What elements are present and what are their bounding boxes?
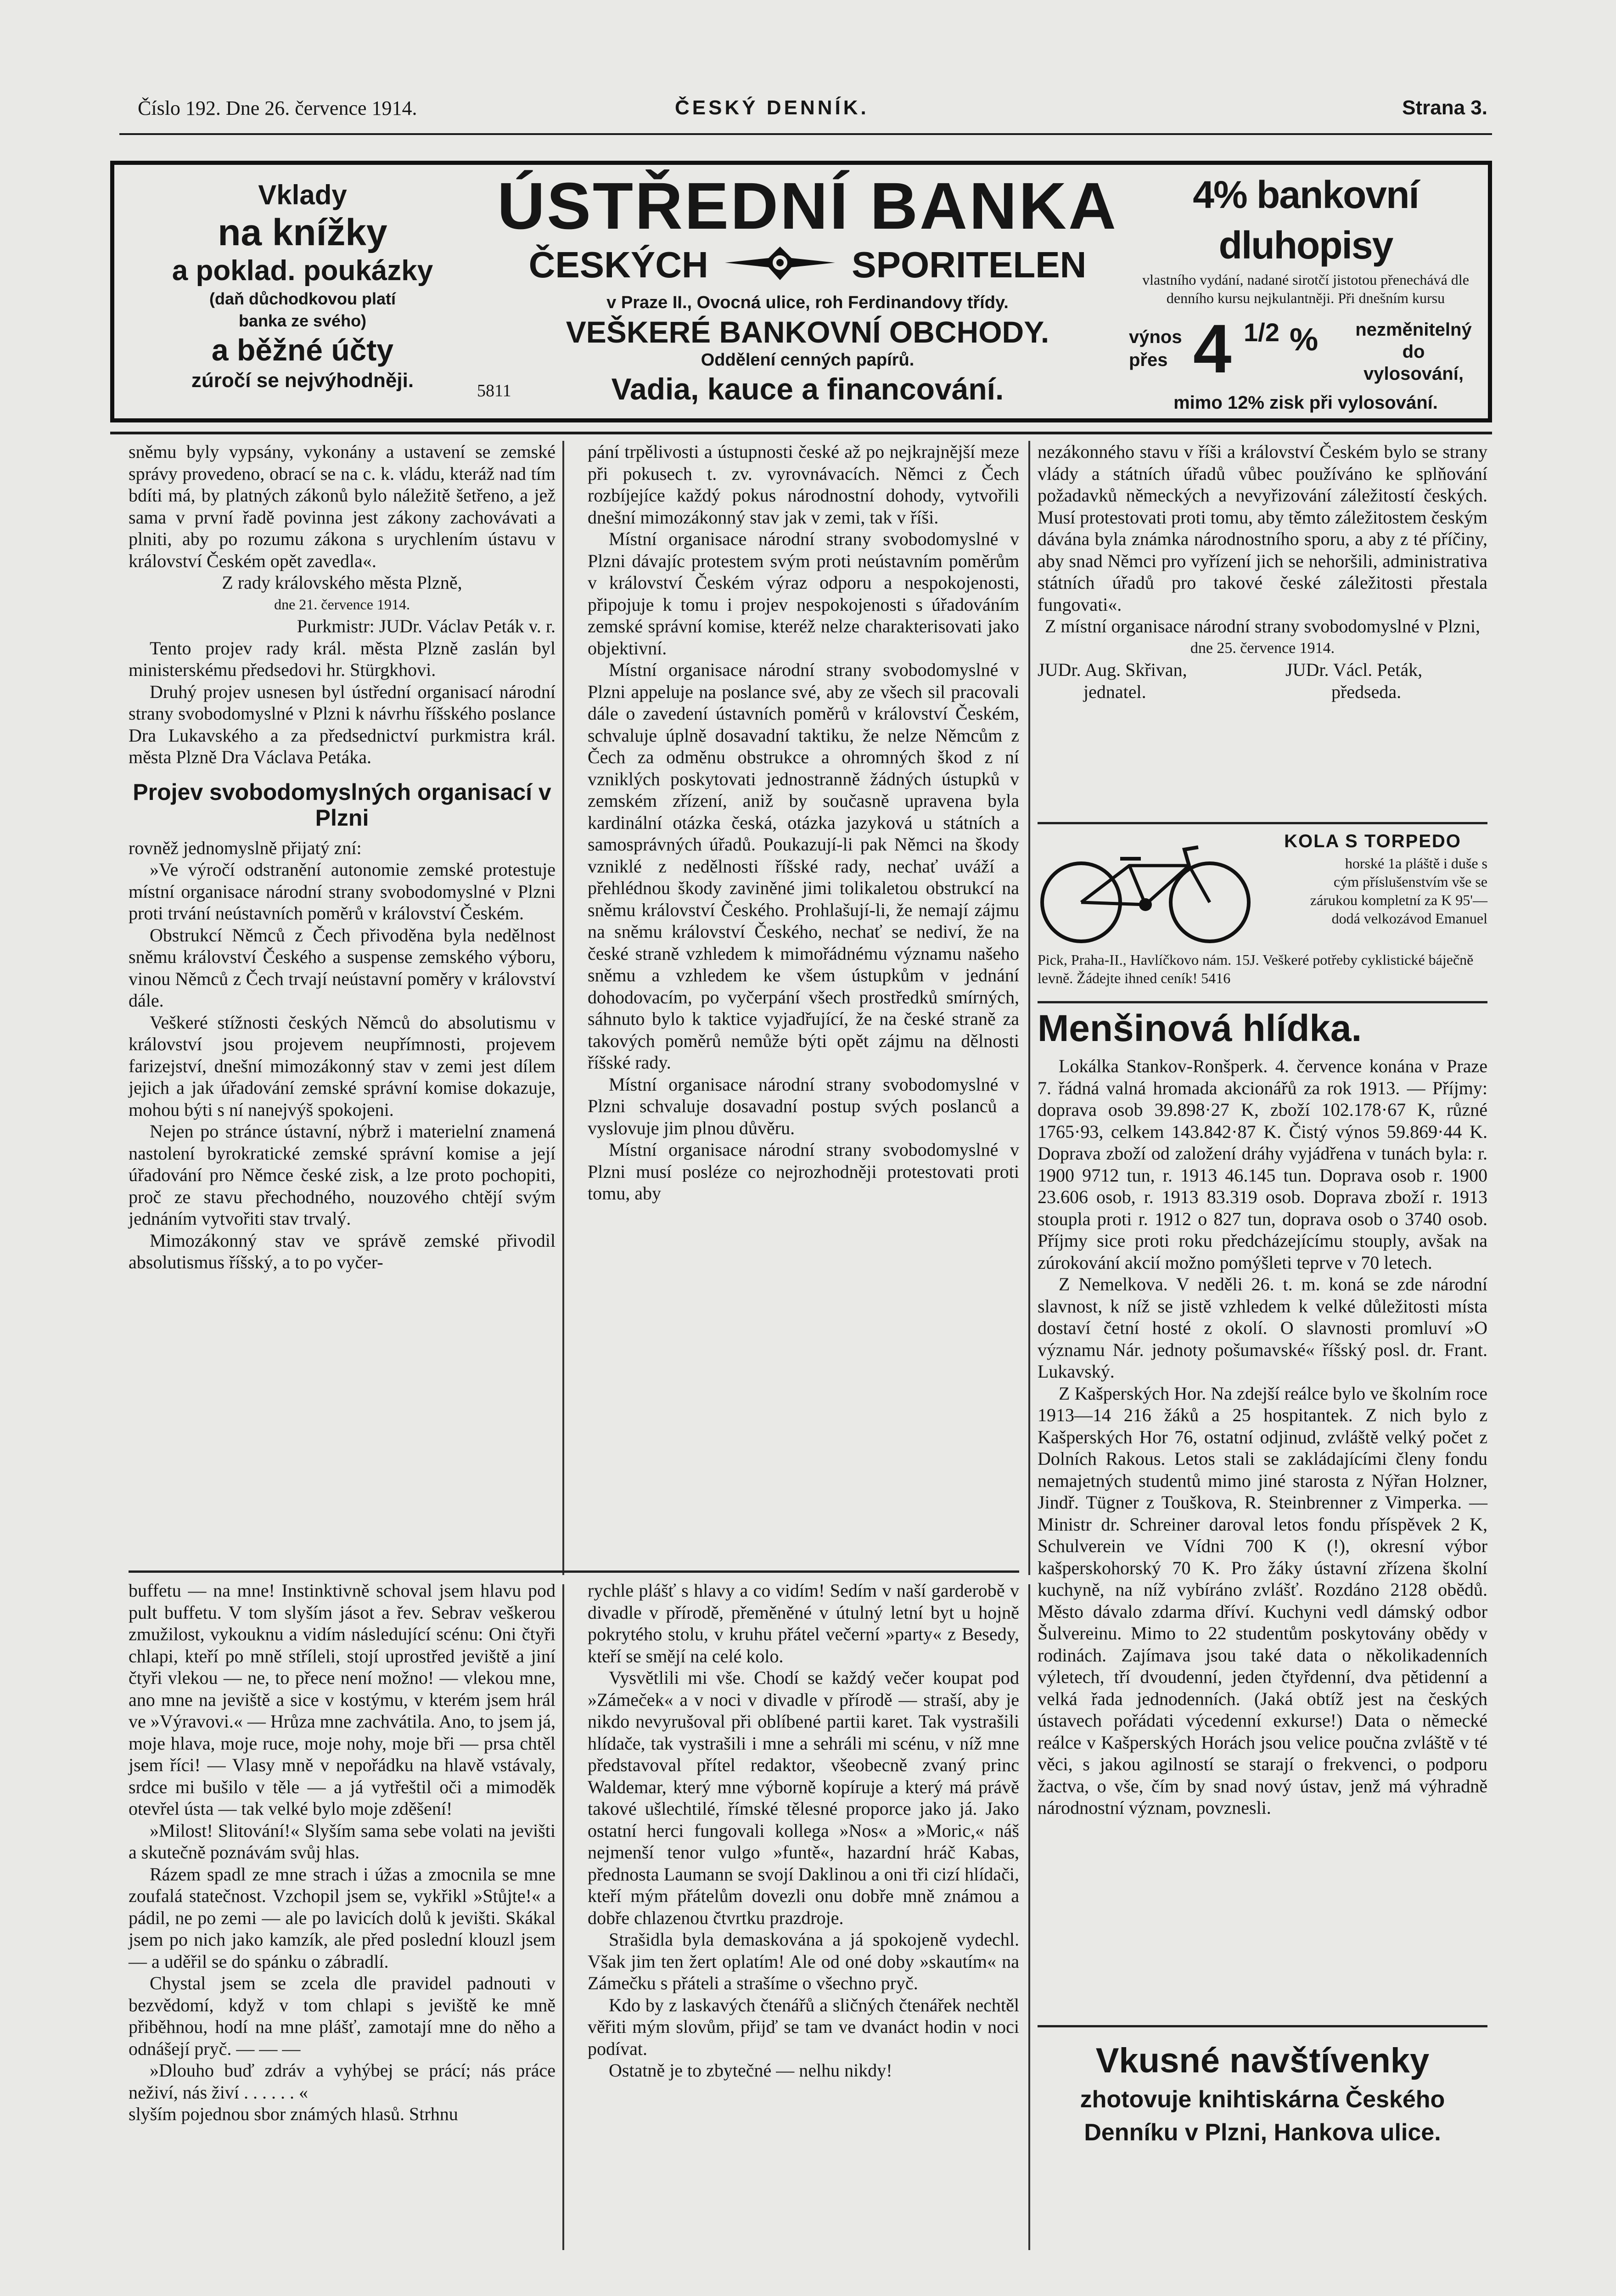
nonterm-2: do xyxy=(1402,342,1425,362)
signature-date: dne 25. července 1914. xyxy=(1190,639,1335,657)
yield-label-2: přes xyxy=(1129,350,1168,370)
article-paragraph: Lokálka Stankov-Ronšperk. 4. července konána v Praze 7. řádná valná hromada akcionářů za rok 1913. — Příjmy: doprava osob 39.898·27 K, zboží 102.178·67 K, různé 1765·93, celkem 143.842·87 K. Čistý výnos 59.869·44 K. Doprava zboží od založení dráhy vyjádřena v tunách byla: r. 1900 9712 tun, r. 1913 46.145 tun. Doprava osob r. 1900 23.606 osob, r. 1913 83.319 osob. Doprava zboží r. 1913 stoupla proti r. 1912 o 827 tun, doprava osob o 3740 osob. Příjmy sice proti roku předcházejícímu stouply, avšak na zúrokování akcií možno pomýšleti teprve v 70 letech. xyxy=(1038,1056,1487,1273)
ad-code: 5811 xyxy=(477,381,511,400)
story-paragraph: Kdo by z laskavých čtenářů a sličných čtenářek nechtěl věřiti mým slovům, přijď se tam ve dvanáct hodin v noci podívat. xyxy=(588,1994,1019,2059)
column-3-upper xyxy=(1038,441,1487,705)
nonterm-1: nezměnitelný xyxy=(1355,320,1472,340)
ad-line-poukazky: a poklad. poukázky xyxy=(172,255,433,287)
column-rule-4 xyxy=(1028,1584,1030,2250)
mensinova-title: Menšinová hlídka. xyxy=(1038,1007,1362,1049)
vizitky-text: zhotovuje knihtiskárna Českého Denníku v Plzni, Hankova ulice. xyxy=(1080,2086,1445,2146)
bike-ad-line-3: zárukou kompletní za K 95'— xyxy=(1310,892,1487,908)
signature-org: Z místní organisace národní strany svobodomyslné v Plzni, xyxy=(1044,616,1481,636)
article-paragraph: Místní organisace národní strany svobodomyslné v Plzni schvaluje dosavadní postup svých poslanců a vyslovuje jim plnou důvěru. xyxy=(588,1074,1019,1138)
story-column-1 xyxy=(129,1580,556,2125)
ad-line-zuroci: zúročí se nejvýhodněji. xyxy=(191,369,414,392)
bank-advertisement xyxy=(110,161,1492,422)
article-paragraph: Z Nemelkova. V neděli 26. t. m. koná se zde národní slavnost, k níž se jistě vzhledem k velké důležitosti místa dostaví četní hosté z okolí. O slavnosti promluví »O významu Nár. jednoty pošumavské« říšský posl. dr. Frant. Lukavský. xyxy=(1038,1274,1487,1382)
yield-fraction: 1/2 xyxy=(1244,318,1279,347)
ad-line-dan: (daň důchodkovou platí xyxy=(209,289,396,308)
mensinova-section xyxy=(1038,1006,1487,1819)
nonterm-3: vylosování, xyxy=(1364,364,1464,384)
article-paragraph: Místní organisace národní strany svobodomyslné v Plzni appeluje na poslance své, aby ze všech sil pracovali dále o zavedení ústavních poměrů v království Českém, schvaluje úplně dosavadní taktiku, že nelze Němcům z Čech za odměnu obstrukce a ohromných škod z ní vzniklých poskytovati jednostranně žádných ústupků v zemském zřízení, aniž by současně upravena byla kardinální otázka česká, otázka jazyková u státních a samosprávných úřadů. Poukazují-li pak Němci na škody vzniklé z nedělnosti říšské rady, nechať uváží a přehlédnou škody zaviněné jimi tolikaletou obstrukcí na sněmu království Českého. Prohlašují-li, že nemají zájmu na sněmu království Českého, nechať se nediví, že na české straně vzhledem k mimořádnému významu našeho sněmu a vzhledem ke všem ústupkům v jednání dohodovacím, po vyčerpání všech prostředků smírných, sáhnuto bylo k taktice vyjadřující, že na české straně za takových poměrů nemůže býti opět zájmu na dělnosti říšské rady. xyxy=(588,659,1019,1073)
bank-ad-right xyxy=(1124,169,1487,416)
bank-ad-left xyxy=(123,179,482,394)
yield-big: 4 xyxy=(1193,310,1232,387)
eagle-emblem-icon xyxy=(725,244,835,291)
vizitky-advertisement xyxy=(1038,2039,1487,2149)
bank-subname xyxy=(495,243,1120,291)
bicycle-icon xyxy=(1038,840,1253,948)
story-paragraph: rychle plášť s hlavy a co vidím! Sedím v naší garderobě v divadle v přírodě, přeměněné v útulný letní byt u hojně pokrytého stolu, v kruhu přátel večerní »party« z Besedy, kteří se smějí na celé kolo. xyxy=(588,1580,1019,1666)
bank-dept: Oddělení cenných papírů. xyxy=(701,350,915,370)
ad-bottom-rule xyxy=(110,432,1492,434)
article-paragraph: Místní organisace národní strany svobodomyslné v Plzni musí posléze co nejrozhodněji protestovati proti tomu, aby xyxy=(588,1139,1019,1204)
bike-ad-line-4: dodá velkozávod Emanuel xyxy=(1331,910,1487,927)
bike-ad-firm: Pick, Praha-II., Havlíčkovo nám. 15J. Veškeré potřeby cyklistické báječně levně. Žádejte ihned ceník! 5416 xyxy=(1038,951,1474,986)
bike-ad-title: KOLA S TORPEDO xyxy=(1284,831,1461,851)
signature-city: Z rady královského města Plzně, xyxy=(222,572,462,593)
yield-label-1: výnos xyxy=(1129,327,1182,347)
story-paragraph: »Dlouho buď zdráv a vyhýbej se prácí; nás práce neživí, nás živí . . . . . . « xyxy=(129,2060,556,2103)
nonterm-box xyxy=(1340,319,1487,385)
page-number: Strana 3. xyxy=(1402,96,1487,119)
article-paragraph: Obstrukcí Němců z Čech přivoděna byla nedělnost sněmu království Českého a suspense zemského výboru, vinou Němců z Čech trvají neústavní poměry v království dále. xyxy=(129,924,556,1011)
newspaper-title: ČESKÝ DENNÍK. xyxy=(675,96,869,119)
bank-vadia: Vadia, kauce a financování. xyxy=(611,372,1004,406)
article-paragraph: Místní organisace národní strany svobodomyslné v Plzni dávajíc protestem svým proti neústavním poměrům v království Českém výraz odporu a nespokojenosti, připojuje k tomu i projev nespokojenosti s úřadováním zemské správní komise, kteréž nelze charakterisovati jako objektivní. xyxy=(588,529,1019,658)
bike-ad-text xyxy=(1258,854,1487,928)
article-paragraph: Nejen po stránce ústavní, nýbrž i materielní znamená nastolení byrokratické zemské správní komise a její úřadování pro Němce české zisk, a lze proto pochopiti, proč ze stavu přechodného, nouzového chtějí svým jednáním vytvořiti stav trvalý. xyxy=(129,1121,556,1229)
bike-ad-top-rule xyxy=(1038,822,1487,824)
newspaper-page xyxy=(96,69,1497,2255)
story-paragraph: Strašidla byla demaskována a já spokojeně vydechl. Však jim ten žert oplatím! Ale od oné doby »skautím« na Zámečku s přáteli a strašíme o všechno pryč. xyxy=(588,1929,1019,1993)
bank-business: VEŠKERÉ BANKOVNÍ OBCHODY. xyxy=(566,315,1049,349)
article-paragraph: pání trpělivosti a ústupnosti české až po nejkrajnější meze při pokusech t. zv. vyrovnávacích. Němci z Čech rozbíjejíce každý pokus národnostní dohody, vytvořili dnešní mimozákonný stav jak v zemi, tak v říši. xyxy=(588,441,1019,528)
story-paragraph: buffetu — na mne! Instinktivně schoval jsem hlavu pod pult buffetu. V tom slyším jásot a řev. Sebrav veškerou zmužilost, vykouknu a vidím následující scénu: Oni čtyři chlapi, kteří po mně stříleli, stojí uprostřed jeviště a jiní čtyři vlekou — ne, to přece není možno! — vlekou mne, ano mne na jeviště a sice v kostýmu, v kterém jsem hrál ve »Výravovi.« — Hrůza mne zachvátila. Ano, to jsem já, moje hlava, moje ruce, moje nohy, moje bři — prsa chtěl jsem říci! — Vlasy mně v nepořádku na hlavě vstávaly, srdce mi bušilo v těle — a já vytřeštil oči a mimoděk otevřel ústa — tak velké bylo moje zděšení! xyxy=(129,1580,556,1819)
article-paragraph: Tento projev rady král. města Plzně zaslán byl ministerskému předsedovi hr. Stürgkhovi. xyxy=(129,637,556,680)
yield-box xyxy=(1124,312,1487,390)
article-paragraph: nezákonného stavu v říši a království Českém bylo se strany vlády a státních úřadů vůbec používáno ke splňování požadavků německých a nevyřizování záležitostí českých. Musí protestovati proti tomu, aby těmto záležitostem českým dávána byla známka národnostního sporu, a aby z té příčiny, aby snad Němci pro vyřízení jich se nehoršili, administrativa státních úřadů pro takové české záležitosti přestala fungovati«. xyxy=(1038,441,1487,615)
article-paragraph: Druhý projev usnesen byl ústřední organisací národní strany svobodomyslné v Plzni k návrhu říšského poslance Dra Lukavského a za předsednictví purkmistra král. města Plzně Dra Václava Petáka. xyxy=(129,681,556,767)
feuilleton-rule xyxy=(129,1570,1019,1573)
bank-ad-center xyxy=(495,169,1120,407)
signature-petak: JUDr. Václ. Peták, xyxy=(1285,659,1423,680)
article-paragraph: rovněž jednomyslně přijatý zní: xyxy=(129,837,362,858)
ad-line-knizky: na knížky xyxy=(218,212,387,253)
article-paragraph: Z Kašperských Hor. Na zdejší reálce bylo ve školním roce 1913—14 216 žáků a 25 hospitantek. Z nich bylo z Kašperských Hor 76, ostatní odjinud, zvláště velký počet z Dolních Rakous. Letos stali se zakládajícími členy fondu nemajetných studentů mimo jiné starosta z Nýřan Holzner, Jindř. Tügner z Touškova, R. Steinbrenner z Vimperka. — Ministr dr. Schreiner daroval letos fondu příspěvek 2 K, Schulverein ve Vídni 700 K (!), okresní výbor kašperskohorský 70 K. Pro žáky ústavní zřízena školní kuchyně, na níž vybíráno zvlášť. Rozdáno 2128 obědů. Město dávalo zdarma dříví. Kuchyni vedl dámský odbor Šulvereinu. Mimo to 22 studentům poskytovány obědy v rodinách. Zajímava jsou také data o několikadenních výletech, tří dvoudenní, jeden čtyřdenní, dva pětidenní a velká řada jednodenních. (Jaká obtíž jest na českých ústavech pořádati výcedenní exkurse!) Data o německé reálce v Kašperských Horách jsou velice poučna zvláště v té věci, s jakou agilností se starají o frekvenci, o podporu žactva, o vše, čím by snad nový ústav, jenž má výhradně národnostní význam, povznesli. xyxy=(1038,1383,1487,1818)
bank-name: ÚSTŘEDNÍ BANKA xyxy=(497,169,1118,243)
column-rule-2 xyxy=(1028,441,1030,1575)
column-rule-3 xyxy=(562,1584,564,2250)
story-paragraph: »Milost! Slitování!« Slyším sama sebe volati na jevišti a skutečně poznávám svůj hlas. xyxy=(129,1820,556,1863)
article-paragraph: Veškeré stížnosti českých Němců do absolutismu v království jsou projevem neupřímnosti, projevem farizejství, dnešní mimozákonný stav v zemi jest dílem jejich a jak úřadování zemské správní komise dokazuje, mohou býti s ní nanejvýš spokojeni. xyxy=(129,1012,556,1120)
story-paragraph: Rázem spadl ze mne strach i úžas a zmocnila se mne zoufalá statečnost. Vzchopil jsem se, vykřikl »Stůjte!« a pádil, ne po zemi — ale po lavicích dolů k jevišti. Skákal jsem po nich jako kamzík, ale před poslední klouzl jsem — a uděřil se do spánku o zábradlí. xyxy=(129,1863,556,1972)
article-paragraph: »Ve výročí odstranění autonomie zemské protestuje místní organisace národní strany svobodomyslné v Plzni proti trvání neústavních poměrů v království Českém. xyxy=(129,859,556,923)
column-rule-1 xyxy=(562,441,564,1575)
signature-mayor: Purkmistr: JUDr. Václav Peták v. r. xyxy=(297,616,556,636)
signature-date: dne 21. července 1914. xyxy=(274,596,410,613)
bank-subname-left: ČESKÝCH xyxy=(528,244,708,285)
story-paragraph: Chystal jsem se zcela dle pravidel padnouti v bezvědomí, když v tom chlapi s jeviště ke mně přiběhnou, hodí na mne plášť, zamotají mne do něho a odnášejí pryč. — — — xyxy=(129,1973,556,2059)
issue-date: Číslo 192. Dne 26. července 1914. xyxy=(138,97,417,119)
ad-line-vklady: Vklady xyxy=(258,180,347,210)
bond-title: 4% bankovní dluhopisy xyxy=(1193,173,1419,267)
article-paragraph: sněmu byly vypsány, vykonány a ustavení se zemské správy provedeno, obrací se na c. k. vládu, kteráž nad tím bdíti má, by platných zákonů bylo náležitě šetřeno, a jež sama v první řadě povinna jest zákony zachovávati a plniti, aby po rozumu zákona s urychlením ústavu v království Českém opět zavedla«. xyxy=(129,441,556,571)
vizitky-top-rule xyxy=(1038,2025,1487,2027)
bank-address: v Praze II., Ovocná ulice, roh Ferdinandovy třídy. xyxy=(606,293,1009,313)
story-paragraph: Vysvětlili mi vše. Chodí se každý večer koupat pod »Zámeček« a v noci v divadle v přírodě — straší, aby je nikdo nevyrušoval při oblíbené partii karet. Tak vystrašili hlídače, tak vystrašili i mne a sehráli mi scénu, v níž mne představoval přítel redaktor, všeobecně zvaný princ Waldemar, který mne výborně kopíruje a který má právě takové ušlechtilé, římské tělesné proporce jako já. Jako ostatní herci fungovali kollega »Nos« a »Moric,« náš nejmenší tenor vulgo »funtě«, hazardní hráč Kabas, přednosta Laumann se svojí Daklinou a oni tři cizí hlídači, kteří mým přátelům dovezli onu dobře mně známou a dobře chlazenou čtvrtku prazdroje. xyxy=(588,1667,1019,1928)
story-column-2 xyxy=(588,1580,1019,2082)
page-header xyxy=(96,96,1487,129)
bike-ad-line-1: horské 1a pláště i duše s xyxy=(1345,855,1487,872)
bond-text: vlastního vydání, nadané sirotčí jistotou přenechává dle denního kursu nejkulantněji. Při dnešním kursu xyxy=(1142,271,1469,306)
signature-skrivan: JUDr. Aug. Skřivan, xyxy=(1038,659,1187,680)
section-heading: Projev svobodomyslných organisací v Plzni xyxy=(133,779,551,831)
bicycle-advertisement xyxy=(1038,831,1487,996)
story-paragraph: Ostatně je to zbytečné — nelhu nikdy! xyxy=(609,2060,892,2081)
yield-label xyxy=(1129,326,1182,371)
bike-ad-bottom-rule xyxy=(1038,1001,1487,1003)
signature-role-predseda: předseda. xyxy=(1331,681,1402,702)
bike-ad-line-2: cým příslušenstvím vše se xyxy=(1333,873,1487,890)
yield-percent: % xyxy=(1290,321,1319,357)
article-paragraph: Mimozákonný stav ve správě zemské přivodil absolutismus říšský, a to po vyčer- xyxy=(129,1230,556,1272)
ad-line-banka: banka ze svého) xyxy=(238,311,367,330)
story-paragraph: slyším pojednou sbor známých hlasů. Strhnu xyxy=(129,2104,458,2124)
column-1-upper xyxy=(129,441,556,1273)
vizitky-title: Vkusné navštívenky xyxy=(1095,2041,1430,2080)
ad-line-ucty: a běžné účty xyxy=(211,333,394,367)
signatures xyxy=(1038,659,1487,705)
bond-profit: mimo 12% zisk při vylosování. xyxy=(1173,393,1438,413)
column-2-upper xyxy=(588,441,1019,1204)
signature-role-jednatel: jednatel. xyxy=(1083,681,1146,702)
header-rule xyxy=(119,133,1492,135)
bank-subname-right: SPORITELEN xyxy=(852,244,1087,285)
